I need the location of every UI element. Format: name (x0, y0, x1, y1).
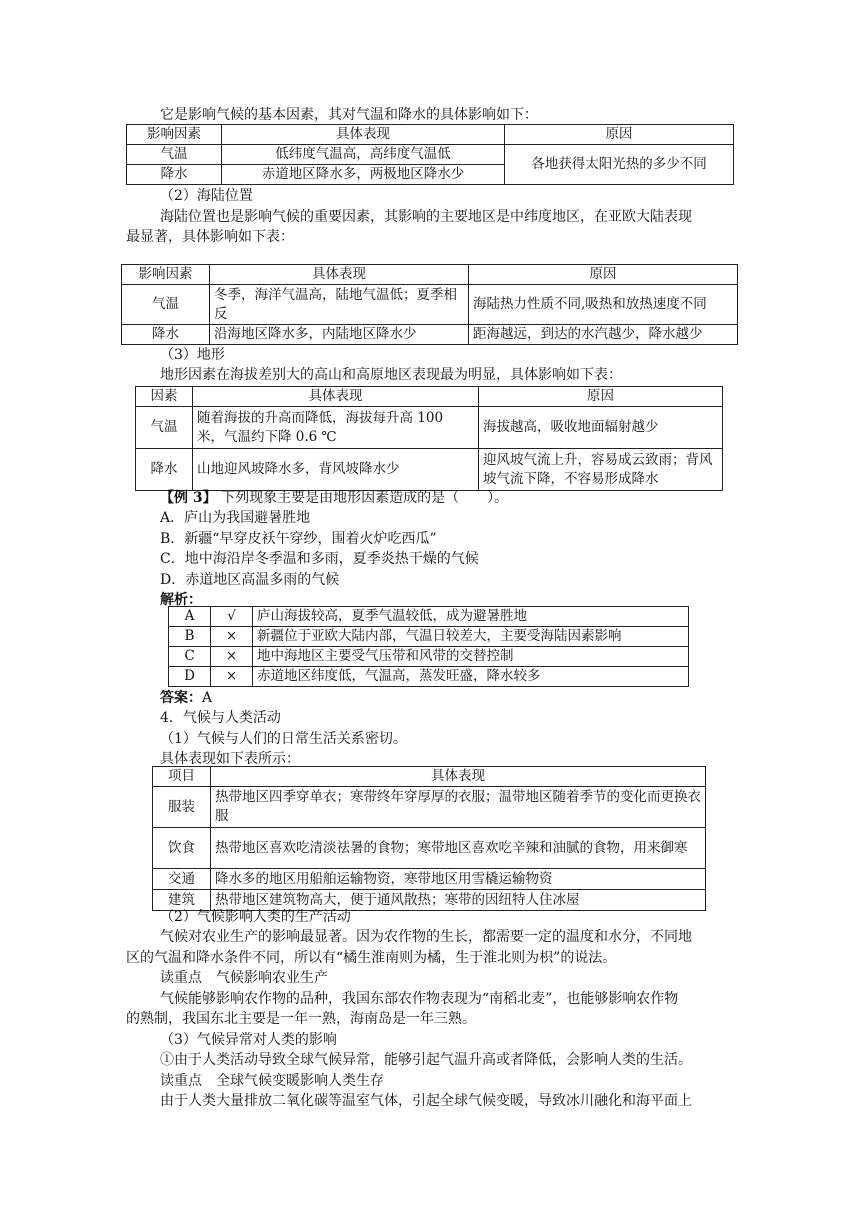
table-header: 具体表现 (222, 125, 505, 145)
option-a: A．庐山为我国避暑胜地 (160, 510, 311, 526)
land-sea-table (121, 264, 738, 345)
table-cell: D (169, 667, 211, 687)
paragraph: ①由于人类活动导致全球气候异常，能够引起气温升高或者降低，会影响人类的生活。 (160, 1052, 692, 1068)
answer-value: A (202, 690, 213, 706)
table-cell: 庐山海拔较高，夏季气温较低，成为避暑胜地 (253, 607, 689, 627)
answer (160, 688, 212, 708)
table-cell: 沿海地区降水多，内陆地区降水少 (210, 325, 469, 345)
table-cell: B (169, 627, 211, 647)
focus-heading: 读重点 气候影响农业生产 (160, 970, 328, 986)
table-cell: √ (211, 607, 253, 627)
example-label: 【例 3】 (160, 490, 217, 506)
table-cell: 低纬度气温高，高纬度气温低 (222, 145, 505, 165)
table-cell: 热带地区喜欢吃清淡祛暑的食物；寒带地区喜欢吃辛辣和油腻的食物，用来御寒 (211, 828, 706, 869)
paragraph: 地形因素在海拔差别大的高山和高原地区表现最为明显，具体影响如下表： (160, 367, 622, 383)
table-cell: 饮食 (153, 828, 211, 869)
table-header: 原因 (479, 387, 723, 407)
option-d: D．赤道地区高温多雨的气候 (160, 572, 340, 588)
analysis-table (168, 606, 689, 687)
table-cell: 降水多的地区用船舶运输物资，寒带地区用雪橇运输物资 (211, 869, 706, 890)
focus-heading: 读重点 全球气候变暖影响人类生存 (160, 1073, 384, 1089)
paragraph: 最显著，具体影响如下表： (126, 229, 294, 245)
table-cell: C (169, 647, 211, 667)
table-cell: 海陆热力性质不同,吸热和放热速度不同 (469, 285, 738, 325)
table-cell: 海拔越高，吸收地面辐射越少 (479, 407, 723, 449)
paragraph: 气候对农业生产的影响最显著。因为农作物的生长，都需要一定的温度和水分，不同地 (160, 929, 692, 945)
analysis-label: 解析： (160, 592, 202, 608)
table-header: 因素 (136, 387, 193, 407)
daily-life-table (152, 766, 706, 911)
table-cell: 各地获得太阳光热的多少不同 (505, 145, 734, 185)
option-b: B．新疆“早穿皮袄午穿纱，围着火炉吃西瓜” (160, 531, 437, 547)
table-cell: A (169, 607, 211, 627)
table-cell: 山地迎风坡降水多，背风坡降水少 (193, 449, 479, 491)
intro-text: 它是影响气候的基本因素，其对气温和降水的具体影响如下： (160, 107, 538, 123)
table-cell: 气温 (136, 407, 193, 449)
table-header: 影响因素 (122, 265, 210, 285)
table-header: 具体表现 (211, 767, 706, 787)
table-header: 具体表现 (193, 387, 479, 407)
table-cell: 服装 (153, 787, 211, 828)
option-c: C．地中海沿岸冬季温和多雨，夏季炎热干燥的气候 (160, 551, 479, 567)
table-header: 项目 (153, 767, 211, 787)
paragraph: 海陆位置也是影响气候的重要因素，其影响的主要地区是中纬度地区，在亚欧大陆表现 (160, 209, 692, 225)
table-cell: 气温 (127, 145, 222, 165)
table-cell: 赤道地区降水多，两极地区降水少 (222, 165, 505, 185)
subsection-title: （3）气候异常对人类的影响 (160, 1032, 337, 1048)
table-cell: 赤道地区纬度低，气温高，蒸发旺盛，降水较多 (253, 667, 689, 687)
section-title: （2）海陆位置 (160, 188, 253, 204)
table-cell: 随着海拔的升高而降低，海拔每升高 100 米，气温约下降 0.6 ℃ (193, 407, 479, 449)
subsection-title: （1）气候与人们的日常生活关系密切。 (160, 731, 407, 747)
paragraph: 由于人类大量排放二氧化碳等温室气体，引起全球气候变暖，导致冰川融化和海平面上 (160, 1093, 692, 1109)
table-cell: × (211, 667, 253, 687)
question-text: 下列现象主要是由地形因素造成的是（ ）。 (216, 490, 509, 506)
table-cell: 冬季，海洋气温高，陆地气温低；夏季相反 (210, 285, 469, 325)
table-cell: 新疆位于亚欧大陆内部，气温日较差大，主要受海陆因素影响 (253, 627, 689, 647)
example-question (160, 488, 508, 508)
terrain-table (135, 386, 723, 491)
answer-label: 答案： (160, 690, 202, 706)
table-cell: × (211, 627, 253, 647)
paragraph: 气候能够影响农作物的品种，我国东部农作物表现为“南稻北麦”，也能够影响农作物 (160, 991, 679, 1007)
section-title: （3）地形 (160, 347, 225, 363)
paragraph: 的熟制，我国东北主要是一年一熟，海南岛是一年三熟。 (126, 1011, 476, 1027)
table-cell: 热带地区建筑物高大，便于通风散热；寒带的因纽特人住冰屋 (211, 890, 706, 911)
table-header: 原因 (469, 265, 738, 285)
table-cell: 降水 (127, 165, 222, 185)
table-cell: 距海越远，到达的水汽越少，降水越少 (469, 325, 738, 345)
table-cell: 降水 (136, 449, 193, 491)
table-cell: 降水 (122, 325, 210, 345)
subsection-title: （2）气候影响人类的生产活动 (160, 909, 351, 925)
table-header: 具体表现 (210, 265, 469, 285)
table-header: 影响因素 (127, 125, 222, 145)
paragraph: 区的气温和降水条件不同，所以有“橘生淮南则为橘，生于淮北则为枳”的说法。 (126, 950, 617, 966)
table-cell: × (211, 647, 253, 667)
table-cell: 交通 (153, 869, 211, 890)
table-cell: 地中海地区主要受气压带和风带的交替控制 (253, 647, 689, 667)
latitude-table (126, 124, 734, 185)
paragraph: 具体表现如下表所示： (160, 751, 300, 767)
section-title: 4．气候与人类活动 (160, 710, 281, 726)
table-cell: 建筑 (153, 890, 211, 911)
table-cell: 气温 (122, 285, 210, 325)
table-cell: 迎风坡气流上升，容易成云致雨；背风坡气流下降，不容易形成降水 (479, 449, 723, 491)
table-header: 原因 (505, 125, 734, 145)
table-cell: 热带地区四季穿单衣；寒带终年穿厚厚的衣服；温带地区随着季节的变化而更换衣服 (211, 787, 706, 828)
